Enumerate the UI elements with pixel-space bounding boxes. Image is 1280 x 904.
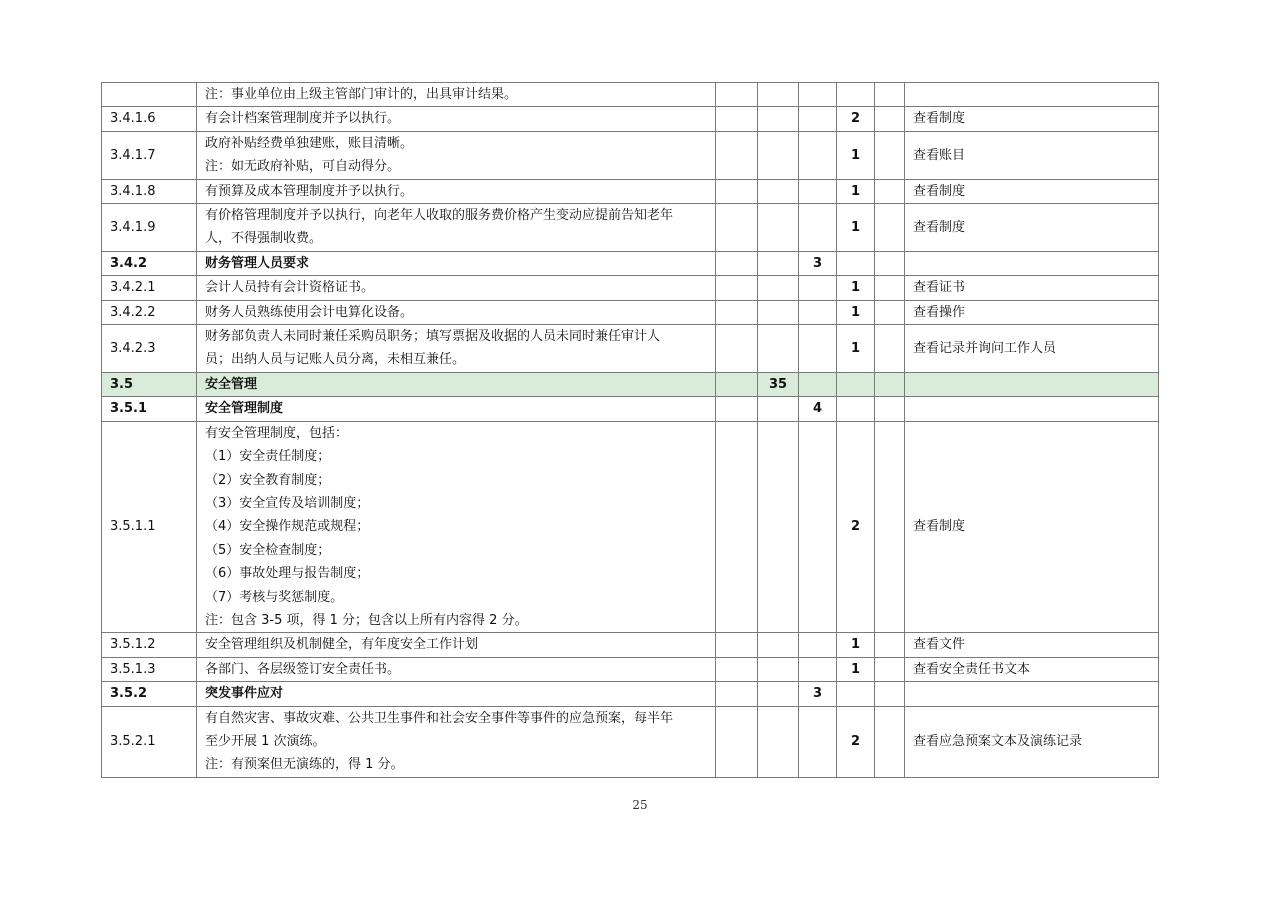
blank-cell xyxy=(716,251,758,275)
item-description-cell xyxy=(197,421,716,633)
item-score-cell: 1 xyxy=(837,204,875,252)
item-score-cell xyxy=(837,372,875,396)
blank-cell xyxy=(875,107,905,131)
table-row xyxy=(102,657,1159,681)
description-line: 安全管理组织及机制健全，有年度安全工作计划 xyxy=(205,637,479,653)
check-method-cell xyxy=(905,372,1159,396)
blank-cell xyxy=(875,204,905,252)
blank-cell xyxy=(875,633,905,657)
item-score-cell: 1 xyxy=(837,657,875,681)
description-line: 政府补贴经费单独建账，账目清晰。 xyxy=(205,135,414,151)
table-row xyxy=(102,83,1159,107)
item-score-cell: 2 xyxy=(837,421,875,633)
item-code-cell: 3.4.2.1 xyxy=(102,276,197,300)
table-row xyxy=(102,131,1159,179)
item-score-cell: 1 xyxy=(837,179,875,203)
description-line: 突发事件应对 xyxy=(205,686,284,702)
section-score-cell xyxy=(758,83,799,107)
section-score-cell xyxy=(758,179,799,203)
item-code-cell xyxy=(102,83,197,107)
description-line: 注：如无政府补贴，可自动得分。 xyxy=(205,159,401,175)
item-description-cell xyxy=(197,397,716,421)
item-description-cell xyxy=(197,251,716,275)
description-line: 财务人员熟练使用会计电算化设备。 xyxy=(205,304,414,320)
description-line: （5）安全检查制度； xyxy=(205,542,331,558)
item-description-cell xyxy=(197,179,716,203)
item-description-cell xyxy=(197,325,716,373)
subsection-score-cell xyxy=(799,204,837,252)
table-row xyxy=(102,107,1159,131)
blank-cell xyxy=(716,107,758,131)
item-code-cell: 3.4.1.7 xyxy=(102,131,197,179)
description-line: 注：事业单位由上级主管部门审计的，出具审计结果。 xyxy=(205,87,518,102)
table-row xyxy=(102,300,1159,324)
subsection-score-cell xyxy=(799,276,837,300)
table-subsection-row xyxy=(102,251,1159,275)
description-line: （6）事故处理与报告制度； xyxy=(205,566,370,582)
blank-cell xyxy=(716,83,758,107)
blank-cell xyxy=(716,706,758,777)
description-line: 人，不得强制收费。 xyxy=(205,231,323,247)
subsection-score-cell: 4 xyxy=(799,397,837,421)
item-code-cell: 3.4.2.3 xyxy=(102,325,197,373)
subsection-score-cell: 3 xyxy=(799,682,837,706)
blank-cell xyxy=(875,276,905,300)
section-score-cell xyxy=(758,397,799,421)
blank-cell xyxy=(875,131,905,179)
item-code-cell: 3.5 xyxy=(102,372,197,396)
check-method-cell xyxy=(905,397,1159,421)
item-score-cell: 1 xyxy=(837,131,875,179)
section-score-cell xyxy=(758,204,799,252)
description-line: （7）考核与奖惩制度。 xyxy=(205,589,344,605)
table-subsection-row xyxy=(102,682,1159,706)
description-line: 至少开展 1 次演练。 xyxy=(205,733,326,749)
item-description-cell xyxy=(197,204,716,252)
item-code-cell: 3.4.2 xyxy=(102,251,197,275)
item-description-cell xyxy=(197,300,716,324)
blank-cell xyxy=(716,179,758,203)
check-method-cell: 查看安全责任书文本 xyxy=(905,657,1159,681)
item-code-cell: 3.5.1.2 xyxy=(102,633,197,657)
subsection-score-cell xyxy=(799,325,837,373)
blank-cell xyxy=(875,397,905,421)
description-line: 有安全管理制度，包括： xyxy=(205,425,349,441)
blank-cell xyxy=(716,300,758,324)
item-description-cell xyxy=(197,682,716,706)
description-line: 有自然灾害、事故灾难、公共卫生事件和社会安全事件等事件的应急预案，每半年 xyxy=(205,710,674,726)
item-description-cell xyxy=(197,372,716,396)
check-method-cell: 查看操作 xyxy=(905,300,1159,324)
item-code-cell: 3.4.2.2 xyxy=(102,300,197,324)
blank-cell xyxy=(875,372,905,396)
section-score-cell xyxy=(758,633,799,657)
item-code-cell: 3.5.1 xyxy=(102,397,197,421)
subsection-score-cell xyxy=(799,107,837,131)
evaluation-table xyxy=(101,82,1159,778)
blank-cell xyxy=(875,83,905,107)
table-row xyxy=(102,633,1159,657)
description-line: 财务管理人员要求 xyxy=(205,255,310,271)
item-code-cell: 3.5.1.3 xyxy=(102,657,197,681)
table-row xyxy=(102,421,1159,633)
item-score-cell: 1 xyxy=(837,633,875,657)
blank-cell xyxy=(716,397,758,421)
blank-cell xyxy=(875,421,905,633)
item-score-cell xyxy=(837,83,875,107)
check-method-cell: 查看账目 xyxy=(905,131,1159,179)
description-line: 有价格管理制度并予以执行，向老年人收取的服务费价格产生变动应提前告知老年 xyxy=(205,208,674,224)
description-line: （4）安全操作规范或规程； xyxy=(205,519,370,535)
blank-cell xyxy=(716,633,758,657)
description-line: 注：有预案但无演练的，得 1 分。 xyxy=(205,757,404,773)
item-description-cell xyxy=(197,131,716,179)
item-score-cell xyxy=(837,397,875,421)
description-line: 注：包含 3-5 项，得 1 分；包含以上所有内容得 2 分。 xyxy=(205,612,528,628)
check-method-cell: 查看文件 xyxy=(905,633,1159,657)
blank-cell xyxy=(875,325,905,373)
description-line: 各部门、各层级签订安全责任书。 xyxy=(205,661,401,677)
subsection-score-cell xyxy=(799,633,837,657)
description-line: 安全管理 xyxy=(205,376,258,392)
table-row xyxy=(102,276,1159,300)
table-row xyxy=(102,325,1159,373)
check-method-cell: 查看制度 xyxy=(905,179,1159,203)
item-code-cell: 3.5.2 xyxy=(102,682,197,706)
blank-cell xyxy=(716,657,758,681)
section-score-cell xyxy=(758,131,799,179)
check-method-cell: 查看制度 xyxy=(905,204,1159,252)
subsection-score-cell xyxy=(799,421,837,633)
item-code-cell: 3.4.1.9 xyxy=(102,204,197,252)
item-code-cell: 3.5.2.1 xyxy=(102,706,197,777)
subsection-score-cell xyxy=(799,131,837,179)
item-description-cell xyxy=(197,706,716,777)
check-method-cell: 查看制度 xyxy=(905,107,1159,131)
blank-cell xyxy=(716,372,758,396)
section-score-cell xyxy=(758,276,799,300)
description-line: （2）安全教育制度； xyxy=(205,472,331,488)
description-line: 财务部负责人未同时兼任采购员职务；填写票据及收据的人员未同时兼任审计人 xyxy=(205,329,661,345)
table-row xyxy=(102,204,1159,252)
item-score-cell: 2 xyxy=(837,706,875,777)
section-score-cell xyxy=(758,300,799,324)
item-description-cell xyxy=(197,83,716,107)
item-description-cell xyxy=(197,633,716,657)
description-line: （3）安全宣传及培训制度； xyxy=(205,495,370,511)
item-score-cell: 1 xyxy=(837,325,875,373)
blank-cell xyxy=(875,706,905,777)
check-method-cell: 查看制度 xyxy=(905,421,1159,633)
subsection-score-cell xyxy=(799,300,837,324)
item-code-cell: 3.4.1.6 xyxy=(102,107,197,131)
subsection-score-cell xyxy=(799,83,837,107)
item-description-cell xyxy=(197,657,716,681)
check-method-cell: 查看记录并询问工作人员 xyxy=(905,325,1159,373)
subsection-score-cell xyxy=(799,372,837,396)
section-score-cell xyxy=(758,421,799,633)
item-code-cell: 3.4.1.8 xyxy=(102,179,197,203)
blank-cell xyxy=(716,682,758,706)
item-score-cell xyxy=(837,251,875,275)
description-line: 有会计档案管理制度并予以执行。 xyxy=(205,111,401,127)
description-line: 会计人员持有会计资格证书。 xyxy=(205,280,375,296)
blank-cell xyxy=(716,131,758,179)
blank-cell xyxy=(716,325,758,373)
check-method-cell: 查看应急预案文本及演练记录 xyxy=(905,706,1159,777)
item-description-cell xyxy=(197,107,716,131)
blank-cell xyxy=(875,179,905,203)
section-score-cell xyxy=(758,706,799,777)
item-code-cell: 3.5.1.1 xyxy=(102,421,197,633)
section-score-cell: 35 xyxy=(758,372,799,396)
table-row xyxy=(102,706,1159,777)
blank-cell xyxy=(875,300,905,324)
table-section-row xyxy=(102,372,1159,396)
subsection-score-cell xyxy=(799,706,837,777)
page-number: 25 xyxy=(632,798,648,812)
check-method-cell xyxy=(905,251,1159,275)
item-score-cell: 1 xyxy=(837,276,875,300)
item-score-cell: 1 xyxy=(837,300,875,324)
description-line: 有预算及成本管理制度并予以执行。 xyxy=(205,183,414,199)
section-score-cell xyxy=(758,657,799,681)
blank-cell xyxy=(716,204,758,252)
subsection-score-cell xyxy=(799,179,837,203)
blank-cell xyxy=(875,657,905,681)
check-method-cell: 查看证书 xyxy=(905,276,1159,300)
blank-cell xyxy=(716,276,758,300)
table-subsection-row xyxy=(102,397,1159,421)
subsection-score-cell: 3 xyxy=(799,251,837,275)
section-score-cell xyxy=(758,251,799,275)
description-line: 安全管理制度 xyxy=(205,401,284,417)
item-score-cell xyxy=(837,682,875,706)
section-score-cell xyxy=(758,682,799,706)
table-row xyxy=(102,179,1159,203)
subsection-score-cell xyxy=(799,657,837,681)
description-line: 员；出纳人员与记账人员分离，未相互兼任。 xyxy=(205,352,466,368)
section-score-cell xyxy=(758,107,799,131)
item-description-cell xyxy=(197,276,716,300)
section-score-cell xyxy=(758,325,799,373)
blank-cell xyxy=(716,421,758,633)
item-score-cell: 2 xyxy=(837,107,875,131)
description-line: （1）安全责任制度； xyxy=(205,449,331,465)
check-method-cell xyxy=(905,682,1159,706)
blank-cell xyxy=(875,682,905,706)
blank-cell xyxy=(875,251,905,275)
check-method-cell xyxy=(905,83,1159,107)
